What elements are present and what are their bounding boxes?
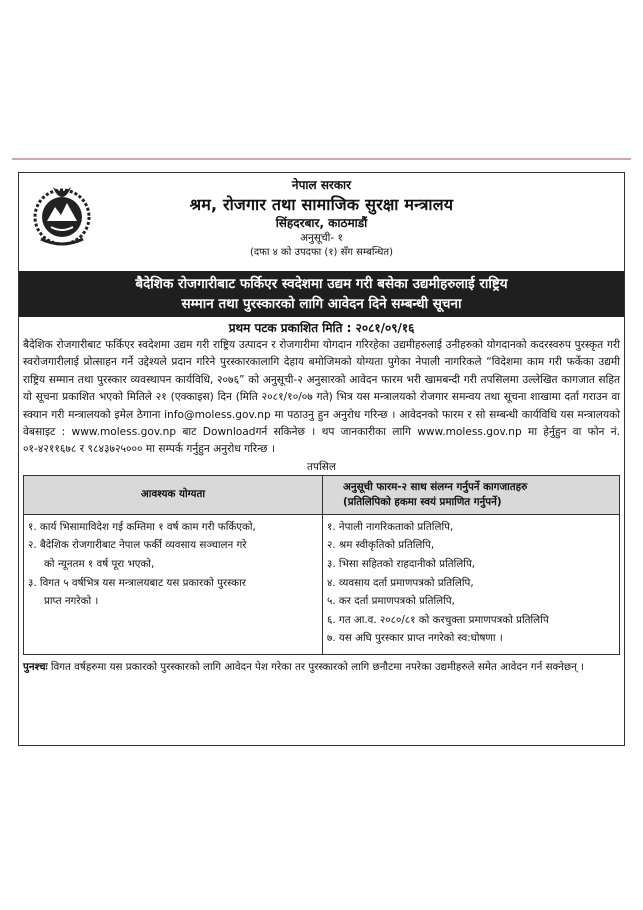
documents-header-line-1: अनुसूची फारम-२ साथ संलग्न गर्नुपर्ने कागजातहरु — [343, 480, 528, 493]
notice-box — [18, 172, 625, 746]
banner-line-1: बैदेशिक रोजगारीबाट फर्किएर स्वदेशमा उद्यम गरी बसेका उद्यमीहरुलाई राष्ट्रिय — [135, 276, 508, 292]
ministry-location: सिंहदरबार, काठमाडौं — [275, 216, 368, 230]
postscript-text: विगत वर्षहरुमा यस प्रकारको पुरस्कारको लागि आवेदन पेश गरेका तर पुरस्कारको लागि छनौटमा नपरेका उद्यमीहरुले समेत आवेदन गर्न सक्नेछन् । — [47, 661, 584, 673]
qualification-item: २. बैदेशिक रोजगारीबाट नेपाल फर्की व्यवसाय सञ्चालन गरे — [28, 539, 247, 552]
notice-header — [19, 173, 624, 269]
government-emblem-icon — [27, 181, 97, 247]
table-header-row — [24, 475, 620, 514]
ministry-title: श्रम, रोजगार तथा सामाजिक सुरक्षा मन्त्रालय — [189, 195, 454, 214]
document-item: ६. गत आ.व. २०८०/८१ को करचुक्ता प्रमाणपत्रको प्रतिलिपि — [327, 613, 549, 626]
document-item: ३. भिसा सहितको राहदानीको प्रतिलिपि, — [327, 558, 476, 571]
postscript-label: पुनश्चः — [23, 661, 48, 673]
banner-line-2: सम्मान तथा पुरस्कारको लागि आवेदन दिने सम्बन्धी सूचना — [181, 296, 462, 312]
postscript-note — [19, 655, 624, 676]
documents-cell — [323, 514, 620, 654]
document-item: १. नेपाली नागरिकताको प्रतिलिपि, — [327, 520, 454, 533]
document-item: ४. व्यवसाय दर्ता प्रमाणपत्रको प्रतिलिपि, — [327, 576, 474, 589]
publication-date: प्रथम पटक प्रकाशित मिति : २०८१/०९/१६ — [228, 321, 415, 335]
documents-column-header — [323, 475, 620, 514]
schedule-label: तपसिल — [307, 460, 336, 473]
qualification-item-continued: प्राप्त नगरेको । — [44, 595, 99, 608]
page-divider — [12, 158, 631, 160]
table-row — [24, 514, 620, 654]
qualification-column-header: आवश्यक योग्यता — [24, 475, 323, 514]
document-item: ७. यस अघि पुरस्कार प्राप्त नगरेको स्व:घोषणा । — [327, 632, 503, 645]
requirements-table — [23, 475, 620, 655]
section-reference: (दफा ४ को उपदफा (१) सँग सम्बन्धित) — [249, 247, 394, 258]
government-title: नेपाल सरकार — [291, 178, 352, 192]
qualification-item-continued: को न्यूनतम १ वर्ष पूरा भएको, — [44, 558, 155, 571]
qualification-item: ३. विगत ५ वर्षभित्र यस मन्त्रालयबाट यस प्रकारको पुरस्कार — [28, 576, 246, 589]
documents-header-line-2: (प्रतिलिपिको हकमा स्वयं प्रमाणित गर्नुपर्ने) — [343, 495, 502, 508]
qualification-item: १. कार्य भिसामाविदेश गई कम्तिमा १ वर्ष काम गरी फर्किएको, — [28, 520, 256, 533]
qualifications-cell — [24, 514, 323, 654]
document-item: ५. कर दर्ता प्रमाणपत्रको प्रतिलिपि, — [327, 595, 455, 608]
notice-title-banner — [19, 271, 624, 317]
document-item: २. श्रम स्वीकृतिको प्रतिलिपि, — [327, 539, 435, 552]
notice-body-paragraph: बैदेशिक रोजगारीबाट फर्किएर स्वदेशमा उद्यम गरी राष्ट्रिय उत्पादन र रोजगारीमा योगदान गरिरहेका उद्यमीहरुलाई उनीहरुको योगदानको कदरस्वरुप पुरस्कृत गरी स्वरोजगारीलाई प्रोत्साहन गर्ने उद्देश्यले प्रदान गरिने पुरस्कारकालागि देहाय बमोजिमको योग्यता पुगेका नेपाली नागरिकले “विदेशमा काम गरी फर्केका उद्यमी राष्ट्रिय सम्मान तथा पुरस्कार व्यवस्थापन कार्यविधि, २०७६” को अनुसूची-२ अनुसारको आवेदन फारम भरी खामबन्दी गरी तपसिलमा उल्लेखित कागजात सहित यो सूचना प्रकाशित भएको मितिले २१ (एक्काइस) दिन (मिति २०८१/१०/०७ गते) भित्र यस मन्त्रालयको रोजगार समन्वय तथा सूचना शाखामा दर्ता गराउन वा स्क्यान गरी मन्त्रालयको इमेल ठेगाना info@moless.gov.np मा पठाउनु हुन अनुरोध गरिन्छ । आवेदनको फारम र सो सम्बन्धी कार्यविधि यस मन्त्रालयको वेबसाइट : www.moless.gov.np बाट Downloadगर्न सकिनेछ । थप जानकारीका लागि www.moless.gov.np मा हेर्नुहुन वा फोन नं. ०१-४२११६७८ र ९८४३७२५००० मा सम्पर्क गर्नुहुन अनुरोध गरिन्छ । — [23, 339, 620, 456]
annex-label: अनुसूची- १ — [300, 232, 343, 244]
